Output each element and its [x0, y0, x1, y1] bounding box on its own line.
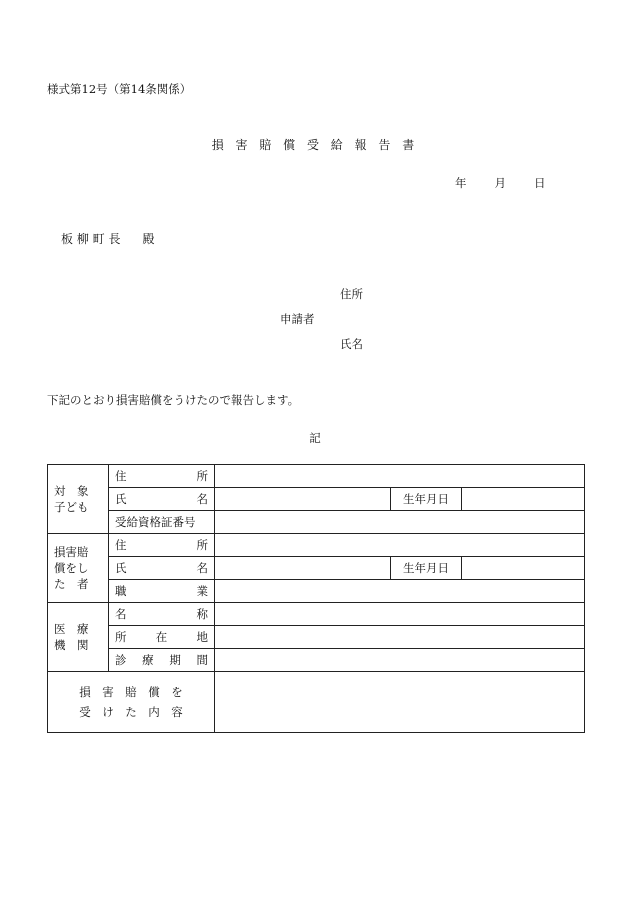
- damages-label: 損 害 賠 償 を 受 け た 内 容: [48, 672, 215, 733]
- table-row: [48, 511, 585, 534]
- child-name-value[interactable]: [215, 488, 391, 511]
- applicant-name-label: 氏名: [340, 337, 363, 351]
- form-number: 様式第12号（第14条関係）: [47, 82, 192, 96]
- child-address-value[interactable]: [215, 465, 585, 488]
- offender-name-label: 氏 名: [109, 557, 215, 580]
- child-birth-label: 生年月日: [391, 488, 462, 511]
- offender-job-value[interactable]: [215, 580, 585, 603]
- table-row: [48, 649, 585, 672]
- document-title: 損 害 賠 償 受 給 報 告 書: [211, 138, 419, 152]
- offender-birth-label: 生年月日: [391, 557, 462, 580]
- table-row: [48, 672, 585, 733]
- applicant-role-label: 申請者: [280, 312, 315, 326]
- medical-period-value[interactable]: [215, 649, 585, 672]
- table-row: [48, 580, 585, 603]
- medical-name-value[interactable]: [215, 603, 585, 626]
- medical-location-value[interactable]: [215, 626, 585, 649]
- table-row: [48, 557, 585, 580]
- child-birth-value[interactable]: [462, 488, 585, 511]
- date-year-label: 年: [455, 176, 467, 190]
- damages-value[interactable]: [215, 672, 585, 733]
- child-name-label: 氏 名: [109, 488, 215, 511]
- child-address-label: 住 所: [109, 465, 215, 488]
- addressee: [61, 230, 154, 247]
- medical-group-label: 医 療 機 関: [48, 603, 109, 672]
- addressee-name: 板 柳 町 長: [61, 232, 121, 246]
- medical-name-label: 名 称: [109, 603, 215, 626]
- table-row: [48, 626, 585, 649]
- offender-group-label: 損害賠 償をし た 者: [48, 534, 109, 603]
- table-row: [48, 534, 585, 557]
- medical-period-label: 診 療 期 間: [109, 649, 215, 672]
- medical-location-label: 所 在 地: [109, 626, 215, 649]
- table-row: [48, 488, 585, 511]
- date-day-label: 日: [534, 176, 546, 190]
- table-row: [48, 465, 585, 488]
- child-cert-label: 受給資格証番号: [109, 511, 215, 534]
- offender-name-value[interactable]: [215, 557, 391, 580]
- offender-job-label: 職 業: [109, 580, 215, 603]
- addressee-honorific: 殿: [142, 232, 155, 246]
- offender-address-label: 住 所: [109, 534, 215, 557]
- report-table: [47, 464, 585, 733]
- date-line: [455, 175, 546, 191]
- child-group-label: 対 象 子ども: [48, 465, 109, 534]
- offender-address-value[interactable]: [215, 534, 585, 557]
- child-cert-value[interactable]: [215, 511, 585, 534]
- offender-birth-value[interactable]: [462, 557, 585, 580]
- statement-text: 下記のとおり損害賠償をうけたので報告します。: [47, 393, 300, 407]
- table-row: [48, 603, 585, 626]
- applicant-address-label: 住所: [340, 287, 363, 301]
- ki-heading: 記: [309, 431, 321, 445]
- date-month-label: 月: [494, 176, 506, 190]
